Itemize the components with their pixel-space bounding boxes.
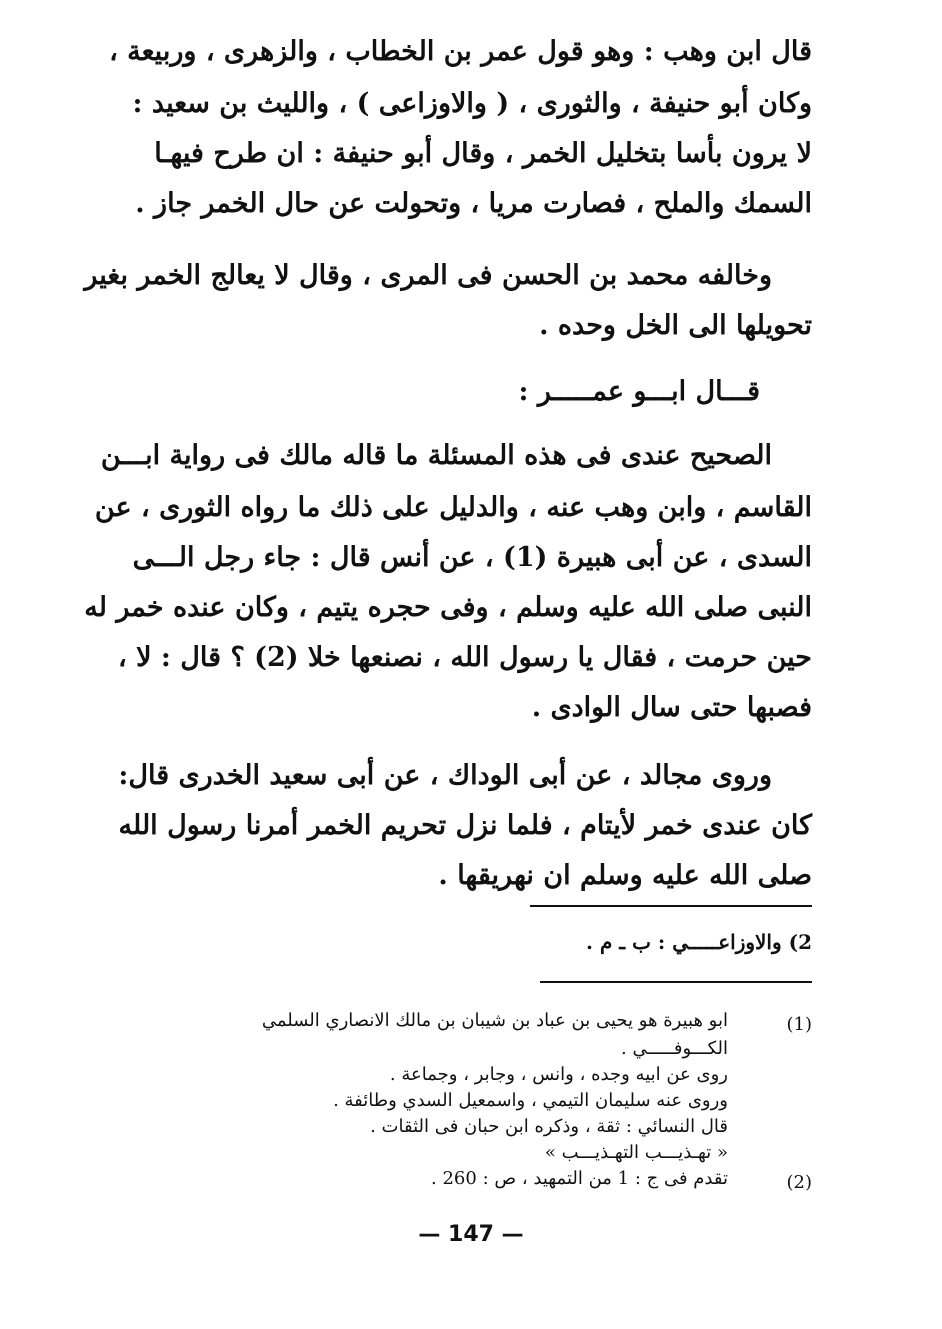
text-line: القاسم ، وابن وهب عنه ، والدليل على ذلك ما رواه الثورى ، عن: [94, 492, 812, 523]
footnote-1-line: الكـــوفـــــي .: [621, 1038, 728, 1059]
footnote-1-line: وروى عنه سليمان التيمي ، واسمعيل السدي وطائفة .: [333, 1090, 728, 1111]
text-line: فصبها حتى سال الوادى .: [531, 692, 812, 723]
footnote-1-number: (1): [786, 1014, 812, 1035]
page-number: — 147 —: [418, 1222, 524, 1247]
section-heading: قـــال ابـــو عمـــــر :: [518, 376, 760, 407]
text-line: وخالفه محمد بن الحسن فى المرى ، وقال لا يعالج الخمر بغير: [84, 260, 772, 291]
text-line: تحويلها الى الخل وحده .: [539, 310, 812, 341]
text-line: الصحيح عندى فى هذه المسئلة ما قاله مالك فى رواية ابـــن: [100, 440, 772, 471]
footnote-1-line: روى عن ابيه وجده ، وانس ، وجابر ، وجماعة .: [389, 1064, 728, 1085]
text-line: لا يرون بأسا بتخليل الخمر ، وقال أبو حنيفة : ان طرح فيهـا: [154, 138, 812, 169]
text-line: النبى صلى الله عليه وسلم ، وفى حجره يتيم ، وكان عنده خمر له: [84, 592, 812, 623]
text-line: وروى مجالد ، عن أبى الوداك ، عن أبى سعيد الخدرى قال:: [118, 760, 772, 791]
variant-note: 2) والاوزاعـــــي : ب ـ م .: [586, 930, 812, 954]
text-line: وكان أبو حنيفة ، والثورى ، ( والاوزاعى ) ، والليث بن سعيد :: [132, 88, 812, 119]
footnote-1-line: قال النسائي : ثقة ، وذكره ابن حبان فى الثقات .: [370, 1116, 728, 1137]
text-line: كان عندى خمر لأيتام ، فلما نزل تحريم الخمر أمرنا رسول الله: [118, 810, 812, 841]
footnote-1-source: « تهـذيـــب التهـذيـــب »: [544, 1142, 728, 1163]
text-line: السمك والملح ، فصارت مريا ، وتحولت عن حال الخمر جاز .: [135, 188, 812, 219]
text-line: حين حرمت ، فقال يا رسول الله ، نصنعها خلا (2) ؟ قال : لا ،: [118, 642, 812, 673]
footnote-2-line: تقدم فى ج : 1 من التمهيد ، ص : 260 .: [431, 1168, 728, 1189]
footnote-1-line: ابو هبيرة هو يحيى بن عباد بن شيبان بن مالك الانصاري السلمي: [261, 1010, 728, 1031]
text-line: السدى ، عن أبى هبيرة (1) ، عن أنس قال : جاء رجل الـــى: [132, 542, 812, 573]
footnote-2-number: (2): [786, 1172, 812, 1193]
note-rule-bottom: [540, 981, 812, 983]
text-line: قال ابن وهب : وهو قول عمر بن الخطاب ، والزهرى ، وربيعة ،: [109, 36, 812, 67]
text-line: صلى الله عليه وسلم ان نهريقها .: [438, 860, 812, 891]
note-rule-top: [530, 905, 812, 907]
